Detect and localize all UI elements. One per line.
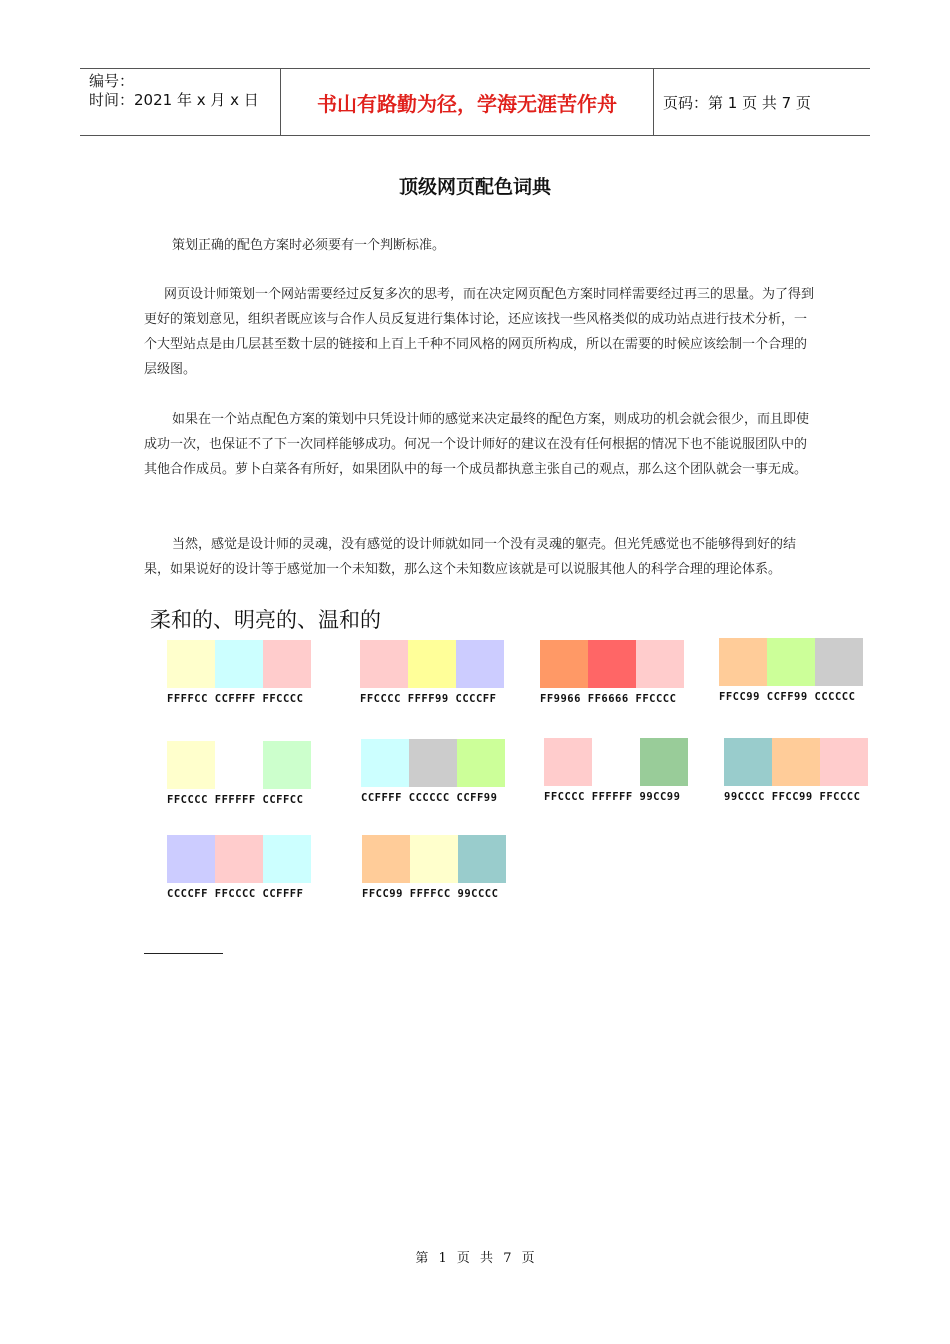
color-swatch	[263, 640, 311, 688]
palette-label: FFCCCC FFFFFF CCFFCC	[167, 794, 304, 806]
color-swatch	[457, 739, 505, 787]
color-swatch	[636, 640, 684, 688]
color-swatch	[263, 741, 311, 789]
color-swatch	[362, 835, 410, 883]
section-title: 柔和的、明亮的、温和的	[150, 608, 381, 632]
color-swatch	[263, 835, 311, 883]
color-swatch	[361, 739, 409, 787]
color-swatch	[588, 640, 636, 688]
color-swatch	[724, 738, 772, 786]
page-footer: 第 1 页 共 7 页	[415, 1251, 535, 1266]
number-label: 编号：	[89, 72, 135, 90]
header-motto: 书山有路勤为径，学海无涯苦作舟	[281, 69, 654, 135]
palette-10	[362, 835, 506, 900]
paragraph-4: 当然，感觉是设计师的灵魂，没有感觉的设计师就如同一个没有灵魂的躯壳。但光凭感觉也不能够得到好的结果，如果说好的设计等于感觉加一个未知数，那么这个未知数应该就是可以说服其他人的科学合理的理论体系。	[144, 537, 797, 577]
color-swatch	[815, 638, 863, 686]
document-header	[80, 68, 870, 136]
color-swatch	[592, 738, 640, 786]
palette-label: FFCC99 FFFFCC 99CCCC	[362, 888, 499, 900]
palette-3	[540, 640, 684, 705]
palette-label: CCCCFF FFCCCC CCFFFF	[167, 888, 304, 900]
palette-5	[167, 741, 311, 806]
palette-label: 99CCCC FFCC99 FFCCCC	[724, 791, 861, 803]
color-swatch	[772, 738, 820, 786]
color-swatch	[360, 640, 408, 688]
header-page-info: 页码：第 1 页 共 7 页	[663, 93, 811, 112]
palette-label: FFCCCC FFFFFF 99CC99	[544, 791, 681, 803]
color-swatch	[544, 738, 592, 786]
paragraph-2: 网页设计师策划一个网站需要经过反复多次的思考，而在决定网页配色方案时同样需要经过再三的思量。为了得到更好的策划意见，组织者既应该与合作人员反复进行集体讨论，还应该找一些风格类似的成功站点进行技术分析，一个大型站点是由几层甚至数十层的链接和上百上千种不同风格的网页所构成，所以在需要的时候应该绘制一个合理的层级图。	[144, 287, 815, 377]
color-swatch	[215, 741, 263, 789]
palette-1	[167, 640, 311, 705]
palette-label: FF9966 FF6666 FFCCCC	[540, 693, 677, 705]
paragraph-3: 如果在一个站点配色方案的策划中只凭设计师的感觉来决定最终的配色方案，则成功的机会就会很少，而且即使成功一次，也保证不了下一次同样能够成功。何况一个设计师好的建议在没有任何根据的情况下也不能说服团队中的其他合作成员。萝卜白菜各有所好，如果团队中的每一个成员都执意主张自己的观点，那么这个团队就会一事无成。	[144, 412, 810, 477]
document-title: 顶级网页配色词典	[398, 176, 551, 198]
palette-4	[719, 638, 863, 703]
palette-label: FFFFCC CCFFFF FFCCCC	[167, 693, 304, 705]
color-swatch	[167, 640, 215, 688]
color-swatch	[167, 741, 215, 789]
color-swatch	[820, 738, 868, 786]
palette-9	[167, 835, 311, 900]
color-swatch	[458, 835, 506, 883]
color-swatch	[640, 738, 688, 786]
color-swatch	[409, 739, 457, 787]
color-swatch	[767, 638, 815, 686]
color-swatch	[215, 640, 263, 688]
palette-label: FFCCCC FFFF99 CCCCFF	[360, 693, 497, 705]
palette-6	[361, 739, 505, 804]
color-swatch	[410, 835, 458, 883]
palette-7	[544, 738, 688, 803]
color-swatch	[456, 640, 504, 688]
date-label: 时间：2021 年 x 月 x 日	[89, 91, 259, 109]
color-swatch	[719, 638, 767, 686]
header-meta	[80, 69, 281, 135]
footnote-divider	[144, 953, 223, 954]
palette-8	[724, 738, 868, 803]
color-swatch	[215, 835, 263, 883]
palette-2	[360, 640, 504, 705]
palette-label: CCFFFF CCCCCC CCFF99	[361, 792, 498, 804]
color-swatch	[408, 640, 456, 688]
paragraph-1: 策划正确的配色方案时必须要有一个判断标准。	[172, 238, 446, 253]
palette-label: FFCC99 CCFF99 CCCCCC	[719, 691, 856, 703]
color-swatch	[540, 640, 588, 688]
color-swatch	[167, 835, 215, 883]
